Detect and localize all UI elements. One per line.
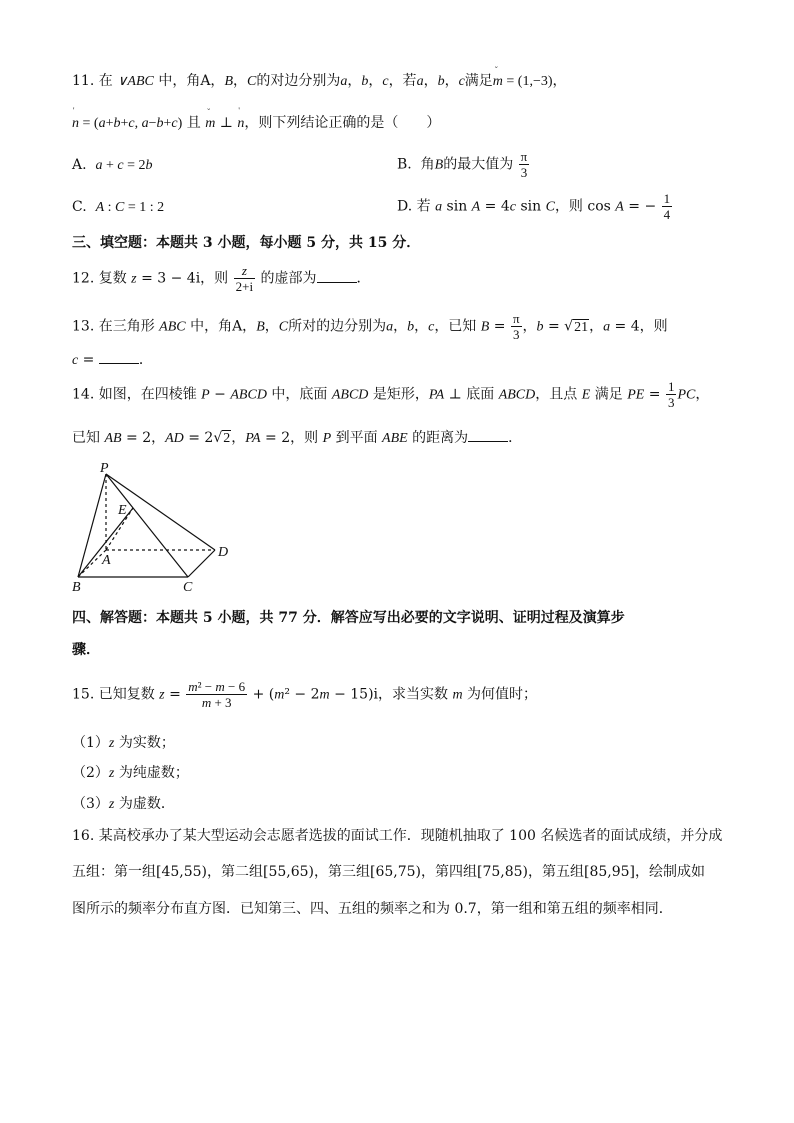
label-D: D — [218, 545, 229, 560]
q11-option-b: B. 角B的最大值为 $\frac{\pi}{3}$ — [397, 149, 528, 180]
q11-option-a: A. a + c = 2b — [72, 157, 153, 173]
label-P: P — [100, 461, 109, 476]
q11-option-d: D. 若 a sin A = 4c sin C，则 cos A = − $\frac{1}{4}$ — [397, 191, 671, 222]
q11-option-c: C. A : C = 1 : 2 — [72, 199, 165, 215]
section4-heading-line2: 骤． — [72, 642, 100, 658]
q15-part2: （2）z 为纯虚数； — [72, 765, 189, 781]
section3-heading: 三、填空题：本题共 3 小题，每小题 5 分，共 15 分． — [72, 235, 421, 251]
label-E: E — [118, 503, 127, 518]
q11-line1: 11. 在 ∨ABC 中，角A，B，C的对边分别为a，b，c，若a，b，c满足˘ m = (1,−3)， — [72, 74, 567, 89]
q15-part1: （1）z 为实数； — [72, 735, 175, 751]
pyramid-figure — [70, 460, 240, 595]
edge-CD — [188, 550, 215, 577]
q14-line2: 已知 AB = 2，AD = 2√2，PA = 2，则 P 到平面 ABE 的距离为 ． — [72, 430, 523, 446]
q13-line2: c = ． — [72, 352, 153, 368]
q16-line3: 图所示的频率分布直方图．已知第三、四、五组的频率之和为 0.7，第一组和第五组的频率相同． — [72, 901, 673, 917]
label-C: C — [183, 580, 193, 595]
q16-line1: 16. 某高校承办了某大型运动会志愿者选拔的面试工作．现随机抽取了 100 名候选者的面试成绩，并分成 — [72, 828, 723, 844]
q14-line1: 14. 如图，在四棱锥 P − ABCD 中，底面 ABCD 是矩形，PA ⊥ 底面 ABCD，且点 E 满足 PE = $\frac{1}{3}$ PC， — [72, 379, 710, 410]
section4-heading-line1: 四、解答题：本题共 5 小题，共 77 分．解答应写出必要的文字说明、证明过程及演算步 — [72, 610, 625, 626]
q12: 12. 复数 z = 3 − 4i，则 $\frac{z}{2+i}$ 的虚部为 ． — [72, 263, 371, 294]
q15-part3: （3）z 为虚数． — [72, 796, 175, 812]
q13-line1: 13. 在三角形 ABC 中，角A，B，C所对的边分别为a，b，c，已知 B = $\frac{\pi}{3}$ ，b = √21，a = 4，则 — [72, 311, 668, 342]
q15-stem: 15. 已知复数 z = $\frac{\text{m² − m − 6}}{m + 3}$ + (m² − 2m − 15)i，求当实数 m 为何值时； — [72, 679, 538, 710]
label-B: B — [72, 580, 81, 595]
label-A: A — [102, 553, 111, 568]
q11-line2: ' n = (a+b+c, a−b+c) 且 ˘ m ⊥ ' n，则下列结论正确的是（ ） — [72, 116, 440, 131]
q16-line2: 五组：第一组[45,55)，第二组[55,65)，第三组[65,75)，第四组[75,85)，第五组[85,95]，绘制成如 — [72, 864, 706, 880]
